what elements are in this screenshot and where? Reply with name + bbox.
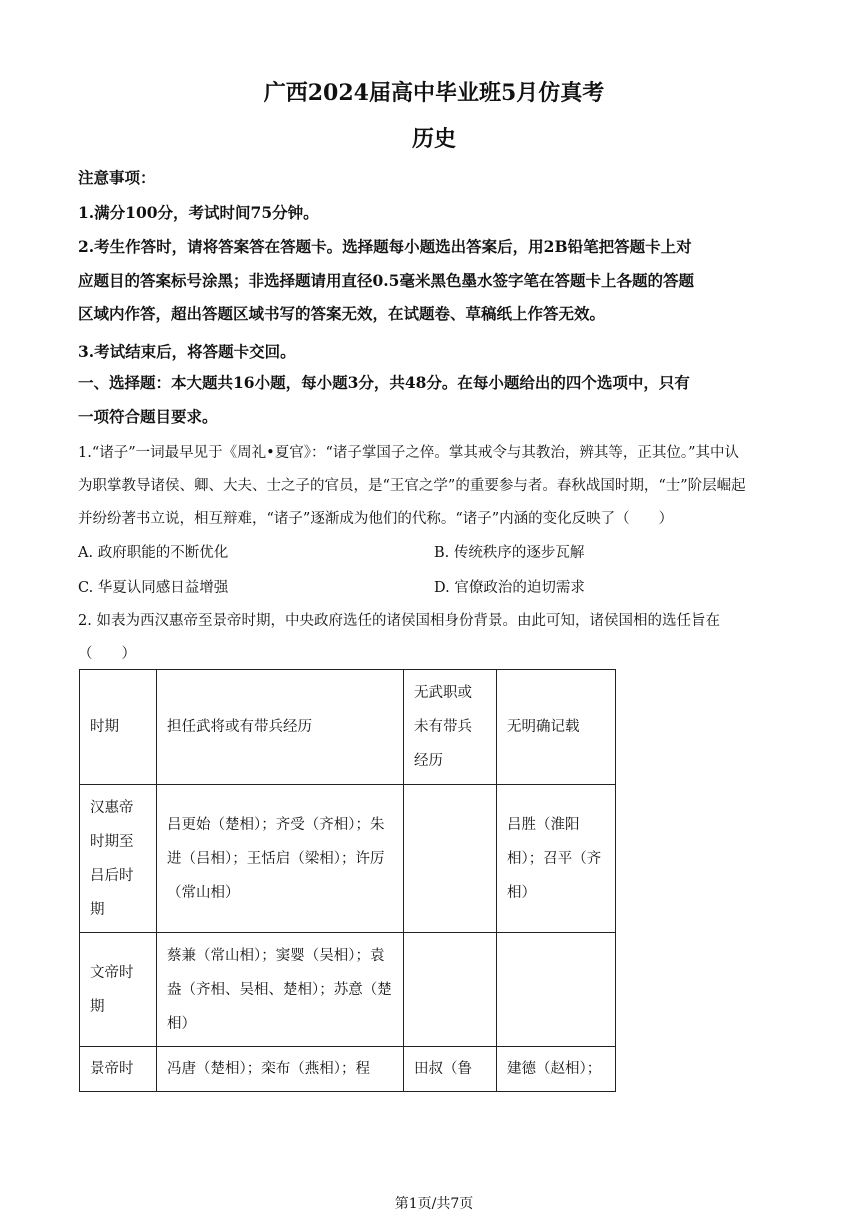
cell-civil	[404, 785, 497, 933]
question-1-line: 并纷纷著书立说，相互辩难，“诸子”逐渐成为他们的代称。“诸子”内涵的变化反映了（ ）	[78, 511, 674, 527]
table-row	[80, 1047, 616, 1092]
note-line: 1.满分100分，考试时间75分钟。	[78, 203, 319, 222]
cell-military: 蔡兼（常山相）；窦婴（吴相）；袁盎（齐相、吴相、楚相）；苏意（楚相）	[157, 933, 404, 1047]
question-2-answer-bracket: （ ）	[78, 646, 136, 662]
section-heading-cont: 一项符合题目要求。	[78, 407, 218, 426]
header-unknown: 无明确记载	[497, 670, 616, 785]
notes-heading: 注意事项：	[78, 168, 156, 187]
officials-table	[79, 669, 616, 1092]
section-heading: 一、选择题：本大题共16小题，每小题3分，共48分。在每小题给出的四个选项中，只有	[78, 373, 690, 392]
cell-period: 文帝时期	[80, 933, 157, 1047]
table-row	[80, 933, 616, 1047]
option-c: C. 华夏认同感日益增强	[78, 580, 229, 596]
subject-title: 历史	[411, 126, 456, 152]
question-1-line: 为职掌教导诸侯、卿、大夫、士之子的官员，是“王官之学”的重要参与者。春秋战国时期，“士”阶层崛起	[78, 478, 746, 494]
question-1-line: 1.“诸子”一词最早见于《周礼•夏官》：“诸子掌国子之倅。掌其戒令与其教治，辨其等，正其位。”其中认	[78, 445, 740, 461]
cell-civil	[404, 933, 497, 1047]
cell-period: 汉惠帝时期至吕后时期	[80, 785, 157, 933]
page-number: 第1页/共7页	[394, 1196, 474, 1212]
table-row	[80, 785, 616, 933]
note-line: 2.考生作答时，请将答案答在答题卡。选择题每小题选出答案后，用2B铅笔把答题卡上对	[78, 237, 692, 256]
header-military: 担任武将或有带兵经历	[157, 670, 404, 785]
cell-period: 景帝时	[80, 1047, 157, 1092]
cell-unknown	[497, 933, 616, 1047]
note-line: 3.考试结束后，将答题卡交回。	[78, 342, 296, 361]
option-d: D. 官僚政治的迫切需求	[434, 580, 585, 596]
note-line: 应题目的答案标号涂黑；非选择题请用直径0.5毫米黑色墨水签字笔在答题卡上各题的答题	[78, 271, 694, 290]
cell-civil: 田叔（鲁	[404, 1047, 497, 1092]
header-period: 时期	[80, 670, 157, 785]
question-2-line: 2. 如表为西汉惠帝至景帝时期，中央政府选任的诸侯国相身份背景。由此可知，诸侯国相的选任旨在	[78, 613, 720, 629]
cell-military: 吕更始（楚相）；齐受（齐相）；朱进（吕相）；王恬启（梁相）；许厉（常山相）	[157, 785, 404, 933]
header-civil: 无武职或未有带兵经历	[404, 670, 497, 785]
option-a: A. 政府职能的不断优化	[78, 545, 229, 561]
cell-unknown: 吕胜（淮阳相）；召平（齐相）	[497, 785, 616, 933]
exam-title: 广西2024届高中毕业班5月仿真考	[263, 80, 605, 106]
cell-military: 冯唐（楚相）；栾布（燕相）；程	[157, 1047, 404, 1092]
note-line: 区域内作答，超出答题区域书写的答案无效，在试题卷、草稿纸上作答无效。	[78, 304, 606, 323]
option-b: B. 传统秩序的逐步瓦解	[434, 545, 585, 561]
cell-unknown: 建德（赵相）；	[497, 1047, 616, 1092]
table-header-row	[80, 670, 616, 785]
